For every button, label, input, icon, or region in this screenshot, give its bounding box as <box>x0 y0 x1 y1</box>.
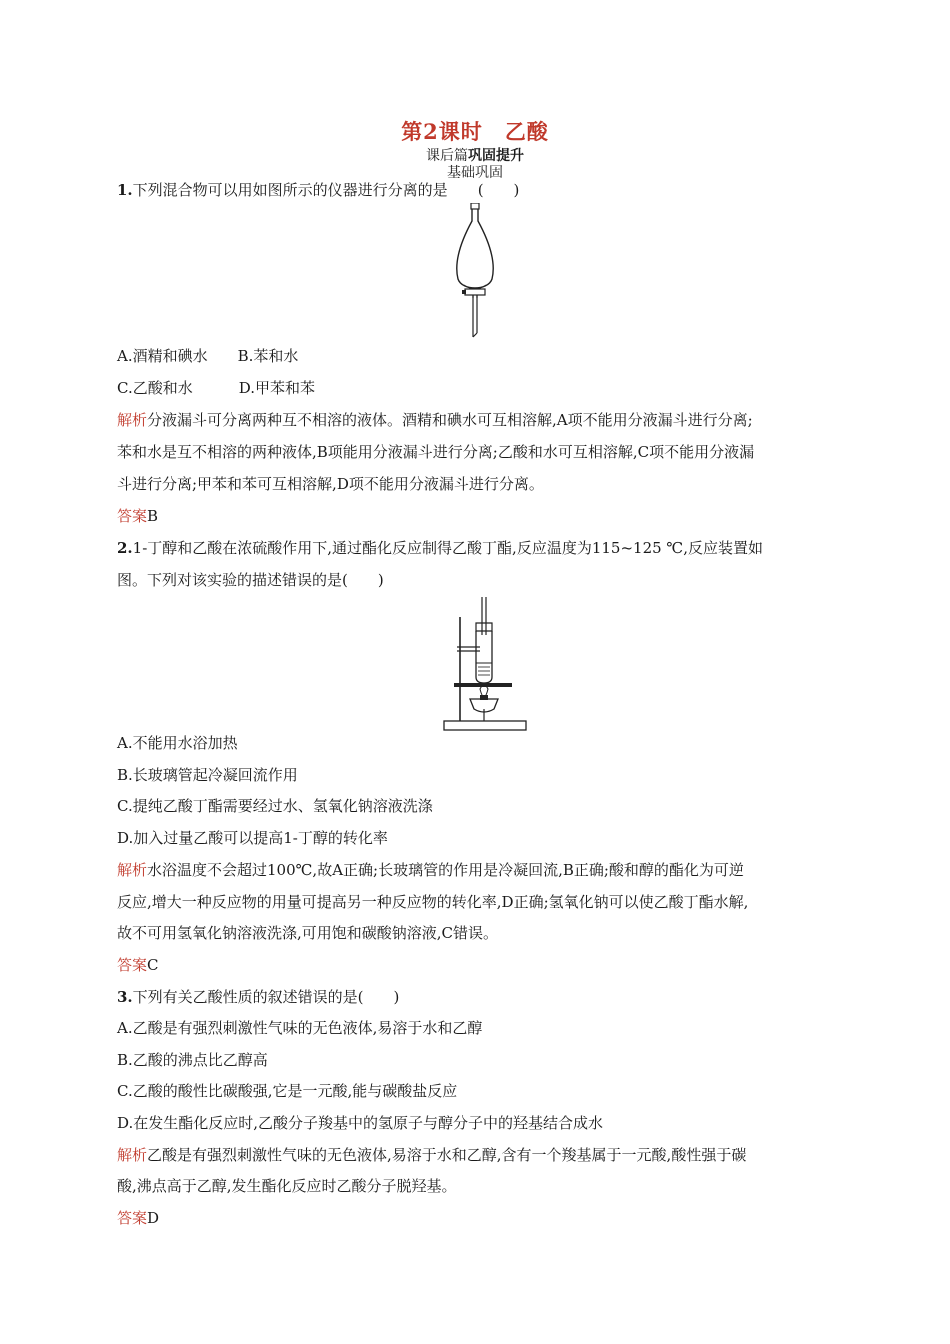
esterification-apparatus-figure <box>440 597 530 733</box>
q2-number: 2. <box>117 539 133 557</box>
q3-answer <box>117 1208 837 1228</box>
q1-analysis-line-2: 苯和水是互不相溶的两种液体,B项能用分液漏斗进行分离;乙酸和水可互相溶解,C项不能用分液漏 <box>117 443 755 461</box>
q2-option-d: D.加入过量乙酸可以提高1-丁醇的转化率 <box>117 829 388 847</box>
q1-option-d: D.甲苯和苯 <box>238 379 315 397</box>
subtitle-bold: 巩固提升 <box>468 148 524 164</box>
q1-analysis-line-1: 解析分液漏斗可分离两种互不相溶的液体。酒精和碘水可互相溶解,A项不能用分液漏斗进行分离; <box>117 411 753 429</box>
q1-analysis-label: 解析 <box>117 411 148 429</box>
q1-option-a: A.酒精和碘水 <box>117 347 208 365</box>
q1-analysis-line-3: 斗进行分离;甲苯和苯可互相溶解,D项不能用分液漏斗进行分离。 <box>117 475 544 493</box>
q3-option-b: B.乙酸的沸点比乙醇高 <box>117 1051 268 1069</box>
q3-option-d: D.在发生酯化反应时,乙酸分子羧基中的氢原子与醇分子中的羟基结合成水 <box>117 1114 604 1132</box>
q2-answer-label: 答案 <box>117 956 148 974</box>
q3-number: 3. <box>117 988 133 1006</box>
q2-analysis-line-3: 故不可用氢氧化钠溶液洗涤,可用饱和碳酸钠溶液,C错误。 <box>117 924 499 942</box>
q3-answer-value: D <box>147 1209 160 1227</box>
q1-answer-value: B <box>147 507 159 525</box>
q3-analysis-label: 解析 <box>117 1146 148 1164</box>
q1-paren: ( ) <box>477 181 520 199</box>
q1-stem <box>117 180 837 200</box>
q1-answer-label: 答案 <box>117 507 148 525</box>
lesson-number: 第2课时 <box>401 119 483 144</box>
q2-option-a: A.不能用水浴加热 <box>117 734 238 752</box>
q3-answer-label: 答案 <box>117 1209 148 1227</box>
q2-analysis-line-2: 反应,增大一种反应物的用量可提高另一种反应物的转化率,D正确;氢氧化钠可以使乙酸丁酯水解, <box>117 893 749 911</box>
q1-option-b: B.苯和水 <box>237 347 299 365</box>
q2-answer <box>117 955 837 975</box>
q1-option-c: C.乙酸和水 <box>117 379 193 397</box>
section-heading: 基础巩固 <box>447 165 503 181</box>
separatory-funnel-figure <box>452 203 498 343</box>
q3-option-c: C.乙酸的酸性比碳酸强,它是一元酸,能与碳酸盐反应 <box>117 1082 458 1100</box>
q2-stem-line-2: 图。下列对该实验的描述错误的是( ) <box>117 571 384 589</box>
q3-stem: 3.下列有关乙酸性质的叙述错误的是( ) <box>117 988 400 1006</box>
q3-option-a: A.乙酸是有强烈刺激性气味的无色液体,易溶于水和乙醇 <box>117 1019 483 1037</box>
q2-analysis-line-1: 解析水浴温度不会超过100℃,故A正确;长玻璃管的作用是冷凝回流,B正确;酸和醇的酯化为可逆 <box>117 861 744 879</box>
q1-number: 1. <box>117 181 133 199</box>
page-title <box>0 116 950 146</box>
q2-option-c: C.提纯乙酸丁酯需要经过水、氢氧化钠溶液洗涤 <box>117 797 433 815</box>
lesson-topic: 乙酸 <box>504 119 549 144</box>
subtitle-prefix: 课后篇 <box>426 148 468 164</box>
q1-answer <box>117 506 837 526</box>
q2-answer-value: C <box>147 956 159 974</box>
q2-analysis-label: 解析 <box>117 861 148 879</box>
q2-option-b: B.长玻璃管起冷凝回流作用 <box>117 766 298 784</box>
q3-analysis-line-1: 解析乙酸是有强烈刺激性气味的无色液体,易溶于水和乙醇,含有一个羧基属于一元酸,酸性强于碳 <box>117 1146 747 1164</box>
q1-options-cd <box>117 378 837 398</box>
q2-stem-line-1: 2.1-丁醇和乙酸在浓硫酸作用下,通过酯化反应制得乙酸丁酯,反应温度为115~125 ℃,反应装置如 <box>117 539 763 557</box>
q1-stem-text: 下列混合物可以用如图所示的仪器进行分离的是 <box>132 181 448 199</box>
q1-options-ab <box>117 346 837 366</box>
q3-analysis-line-2: 酸,沸点高于乙醇,发生酯化反应时乙酸分子脱羟基。 <box>117 1177 457 1195</box>
